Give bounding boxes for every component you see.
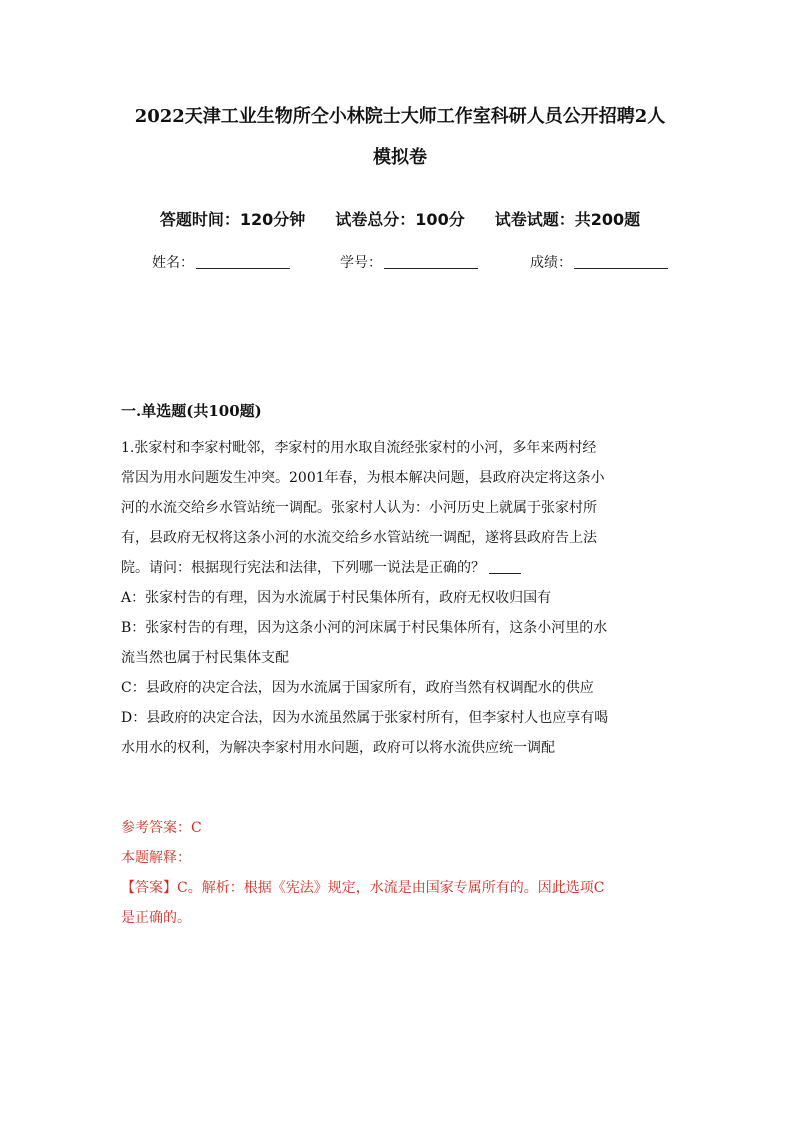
question-line: 常因为用水问题发生冲突。2001年春，为根本解决问题，县政府决定将这条小 (121, 470, 605, 486)
explanation-line: 【答案】C。解析：根据《宪法》规定，水流是由国家专属所有的。因此选项C (121, 880, 605, 896)
explanation-line: 是正确的。 (121, 910, 191, 926)
name-label: 姓名： (152, 255, 194, 271)
score-label: 成绩： (530, 255, 572, 271)
section-title: 一.单选题(共100题) (121, 402, 262, 420)
exam-title-line1: 2022天津工业生物所仝小林院士大师工作室科研人员公开招聘2人 (134, 106, 666, 127)
exam-total-score: 试卷总分：100分 (335, 210, 465, 229)
question-line: 1.张家村和李家村毗邻，李家村的用水取自流经张家村的小河，多年来两村经 (121, 440, 597, 456)
exam-title-line2: 模拟卷 (373, 147, 427, 168)
name-field[interactable] (152, 252, 290, 274)
student-id-label: 学号： (340, 255, 382, 271)
option-d: D：县政府的决定合法，因为水流虽然属于张家村所有，但李家村人也应享有喝 (121, 710, 609, 726)
question-line: 有，县政府无权将这条小河的水流交给乡水管站统一调配，遂将县政府告上法 (121, 530, 597, 546)
name-blank[interactable] (196, 252, 290, 269)
student-id-blank[interactable] (384, 252, 478, 269)
option-d-continued: 水用水的权利，为解决李家村用水问题，政府可以将水流供应统一调配 (121, 740, 555, 756)
option-b-continued: 流当然也属于村民集体支配 (121, 650, 289, 666)
student-id-field[interactable] (340, 252, 478, 274)
answer-block (121, 813, 681, 933)
score-blank[interactable] (574, 252, 668, 269)
option-c: C：县政府的决定合法，因为水流属于国家所有，政府当然有权调配水的供应 (121, 680, 594, 696)
answer-blank (489, 559, 521, 574)
exam-question-count: 试卷试题：共200题 (494, 210, 641, 229)
option-b: B：张家村告的有理，因为这条小河的河床属于村民集体所有，这条小河里的水 (121, 620, 608, 636)
exam-time: 答题时间：120分钟 (159, 210, 306, 229)
question-line-last: 院。请问：根据现行宪法和法律，下列哪一说法是正确的？ (121, 553, 681, 583)
score-field[interactable] (530, 252, 668, 274)
question-1 (121, 433, 681, 763)
option-a: A：张家村告的有理，因为水流属于村民集体所有，政府无权收归国有 (121, 590, 552, 606)
question-line: 河的水流交给乡水管站统一调配。张家村人认为：小河历史上就属于张家村所 (121, 500, 597, 516)
explanation-label: 本题解释： (121, 850, 191, 866)
reference-answer: 参考答案：C (121, 820, 202, 836)
exam-meta (0, 208, 800, 232)
